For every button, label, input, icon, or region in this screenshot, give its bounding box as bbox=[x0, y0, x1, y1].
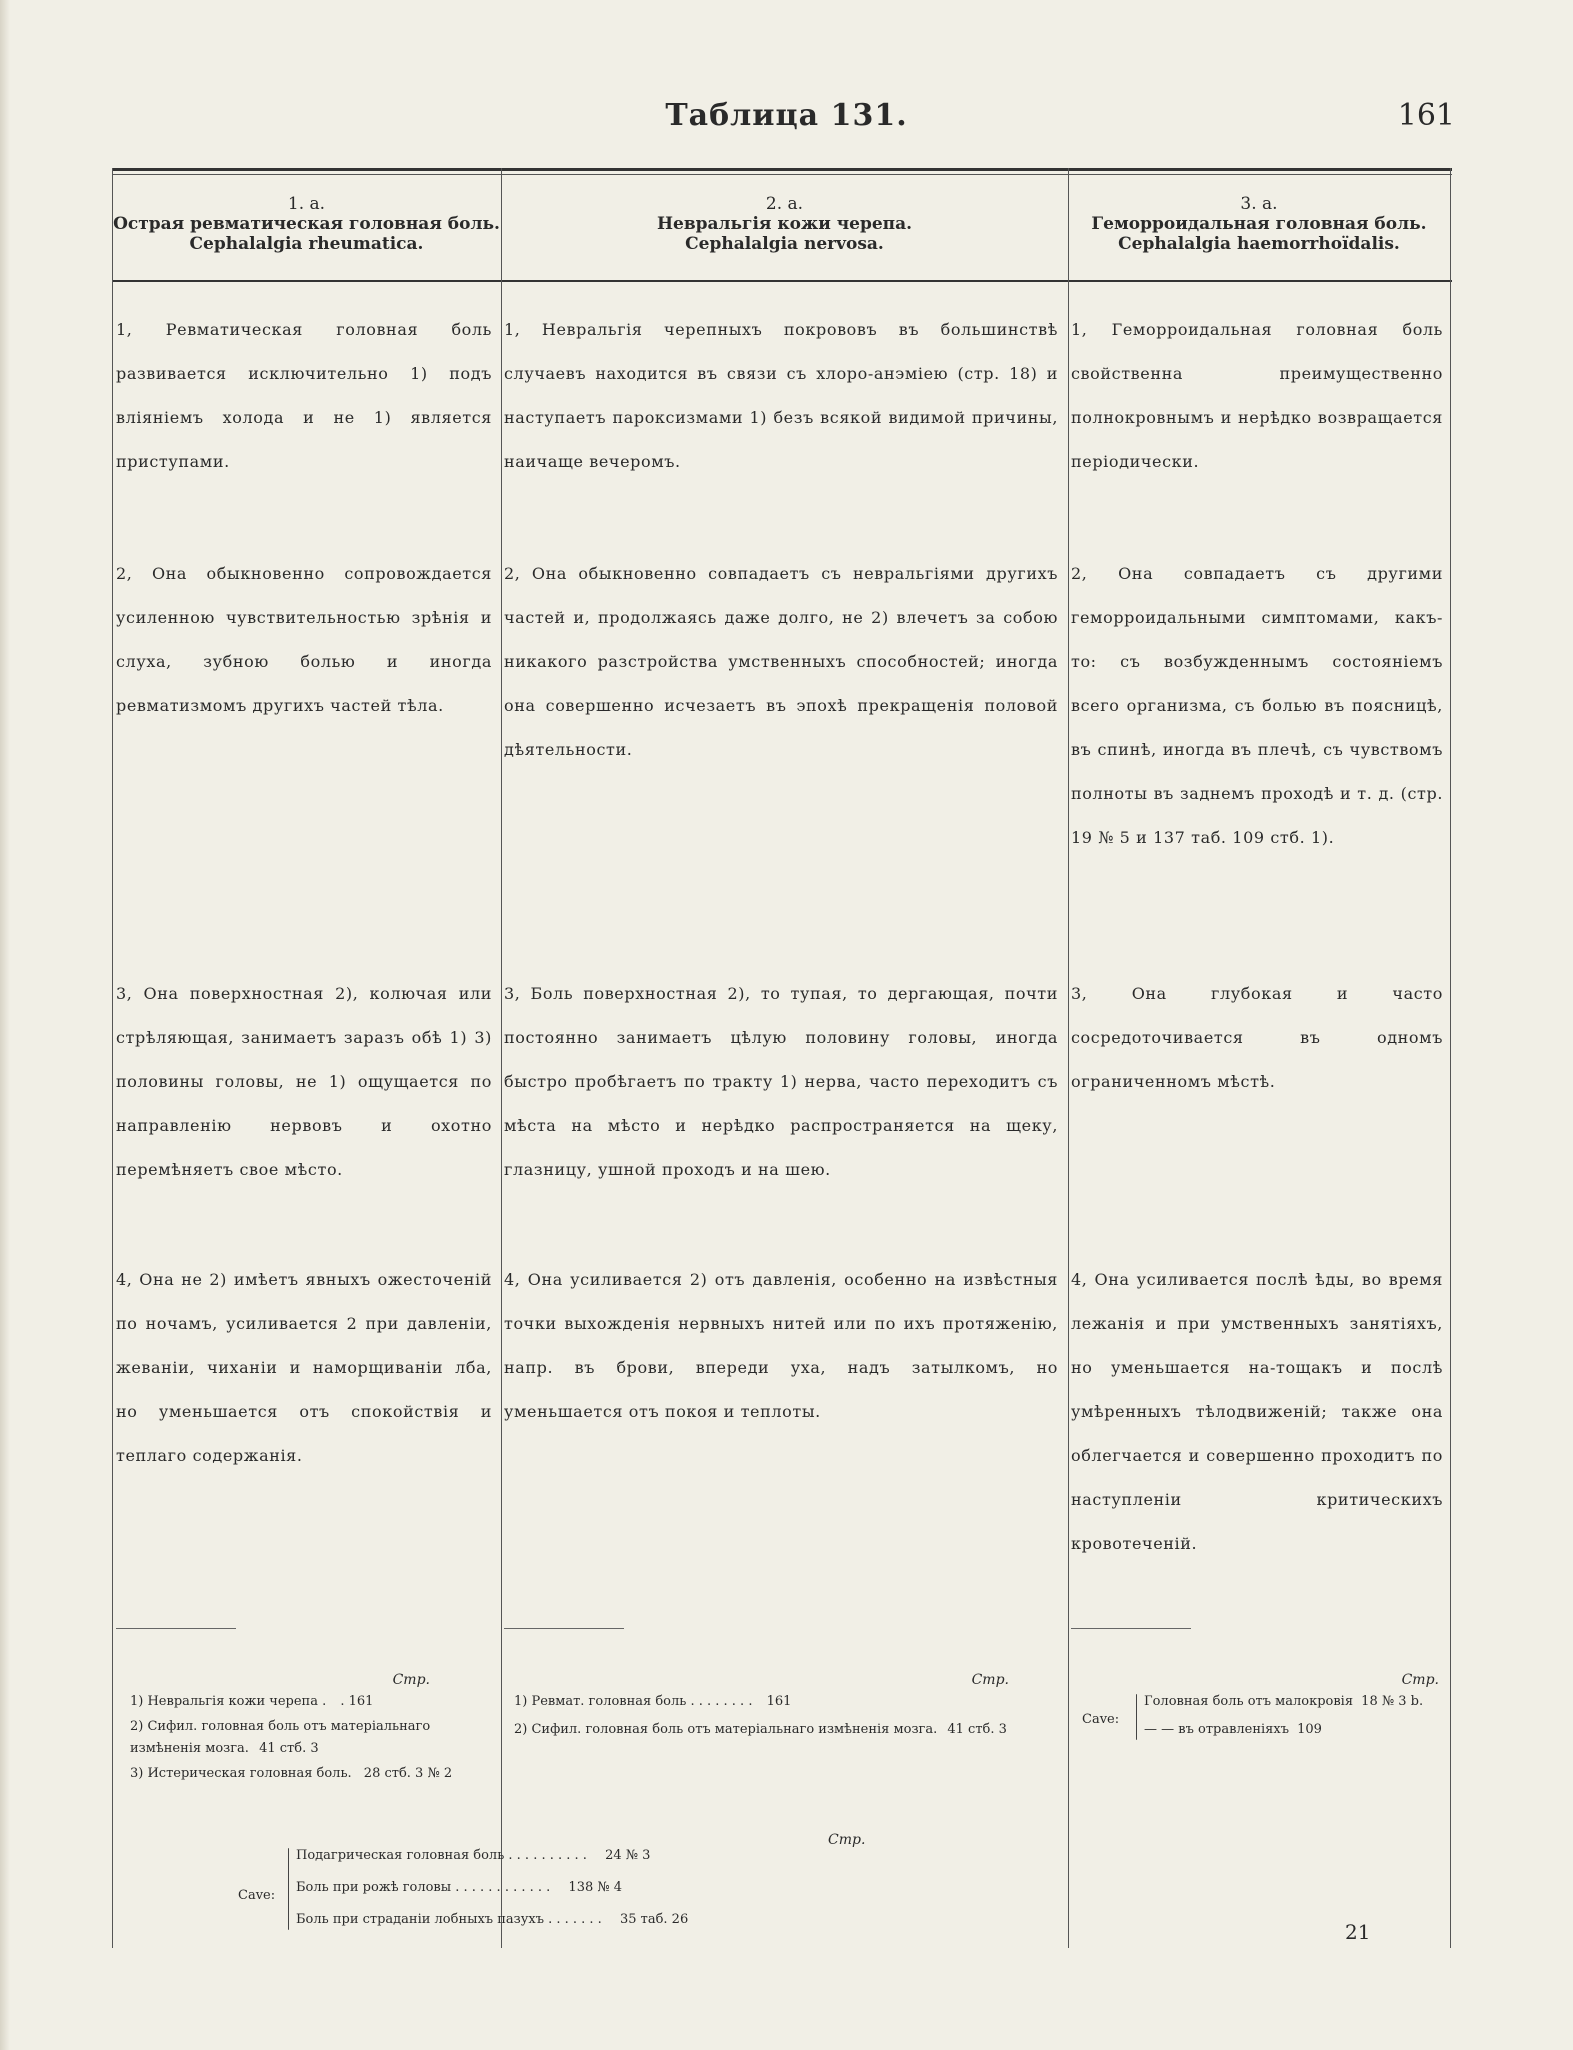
footnote-item bbox=[514, 1716, 1059, 1744]
cave-item bbox=[296, 1912, 688, 1927]
footnote-ref: 161 bbox=[766, 1694, 792, 1709]
footnote-item bbox=[130, 1716, 490, 1760]
footnote-item bbox=[130, 1688, 490, 1716]
table-cell: 3, Она поверхностная 2), колючая или стрѣляющая, занимаетъ заразъ обѣ 1) 3) половины головы, не 1) ощущается по направленію нервовъ и охотно перемѣняетъ свое мѣсто. bbox=[116, 984, 492, 1179]
table-cell: 1, Ревматическая головная боль развивается исключительно 1) подъ вліяніемъ холода и не 1) является приступами. bbox=[116, 320, 492, 471]
footnote-rule bbox=[504, 1628, 624, 1629]
footnote-ref: 41 стб. 3 bbox=[947, 1722, 1007, 1737]
footnote-text: 2) Сифил. головная боль отъ матеріальнаго измѣненія мозга. bbox=[130, 1719, 431, 1756]
top-rule-thin bbox=[112, 174, 1452, 175]
column-divider bbox=[112, 168, 113, 1948]
stp-label: Стр. bbox=[1401, 1672, 1439, 1688]
cave-text: Подагрическая головная боль . . . . . . . . . . bbox=[296, 1848, 587, 1863]
footnote-ref: . 161 bbox=[340, 1694, 374, 1709]
column-header-3 bbox=[1068, 194, 1450, 254]
brace bbox=[288, 1848, 289, 1930]
footnote-ref: 28 стб. 3 № 2 bbox=[363, 1766, 453, 1781]
footnote-text: 1) Ревмат. головная боль . . . . . . . . bbox=[514, 1694, 753, 1709]
cave-item bbox=[296, 1848, 650, 1863]
table-cell: 1, Геморроидальная головная боль свойственна преимущественно полнокровнымъ и нерѣдко возвращается періодически. bbox=[1071, 320, 1443, 471]
cave-text: — — въ отравленіяхъ bbox=[1144, 1722, 1289, 1737]
cave-ref: 109 bbox=[1297, 1722, 1322, 1737]
cave-bottom bbox=[238, 1832, 938, 1942]
brace bbox=[1136, 1694, 1137, 1740]
stp-label: Стр. bbox=[392, 1672, 430, 1688]
table-cell: 2, Она обыкновенно сопровождается усиленною чувствительностью зрѣнія и слуха, зубною болью и иногда ревматизмомъ другихъ частей тѣла. bbox=[116, 564, 492, 715]
cave-text: Боль при рожѣ головы . . . . . . . . . . . . bbox=[296, 1880, 551, 1895]
footnotes-col1 bbox=[130, 1672, 490, 1788]
page-number: 161 bbox=[1397, 98, 1455, 133]
footnote-rule bbox=[1071, 1628, 1191, 1629]
column-title-lat: Cephalalgia nervosa. bbox=[685, 234, 884, 254]
footnotes-col2 bbox=[514, 1672, 1059, 1744]
column-title-ru: Острая ревматическая головная боль. bbox=[113, 214, 500, 234]
cave-ref: 24 № 3 bbox=[605, 1848, 651, 1863]
cave-item bbox=[296, 1880, 622, 1895]
column-divider bbox=[501, 168, 502, 1948]
page-edge bbox=[0, 0, 10, 2050]
cave-col3 bbox=[1082, 1672, 1447, 1762]
top-rule bbox=[112, 168, 1452, 171]
cave-item bbox=[1144, 1722, 1322, 1737]
footnote-text: 3) Истерическая головная боль. bbox=[130, 1766, 352, 1781]
header-rule bbox=[112, 280, 1452, 282]
column-title-ru: Геморроидальная головная боль. bbox=[1091, 214, 1427, 234]
cave-label: Cave: bbox=[238, 1888, 276, 1903]
table-cell: 1, Невральгія черепныхъ покрововъ въ большинствѣ случаевъ находится въ связи съ хлоро-анэміею (стр. 18) и наступаетъ пароксизмами 1) безъ всякой видимой причины, наичаще вечеромъ. bbox=[504, 320, 1058, 471]
signature-mark: 21 bbox=[1345, 1920, 1371, 1944]
table-cell: 2, Она обыкновенно совпадаетъ съ невральгіями другихъ частей и, продолжаясь даже долго, не 2) влечетъ за собою никакого разстройства умственныхъ способностей; иногда она совершенно исчезаетъ въ эпохѣ прекращенія половой дѣятельности. bbox=[504, 564, 1058, 759]
cave-ref: 35 таб. 26 bbox=[619, 1912, 689, 1927]
column-divider bbox=[1450, 168, 1451, 1948]
cave-label: Cave: bbox=[1082, 1712, 1120, 1727]
stp-label: Стр. bbox=[828, 1832, 866, 1848]
cave-ref: 18 № 3 b. bbox=[1361, 1694, 1424, 1709]
column-header-2 bbox=[501, 194, 1068, 254]
table-cell: 4, Она усиливается послѣ ѣды, во время лежанія и при умственныхъ занятіяхъ, но уменьшается на-тощакъ и послѣ умѣренныхъ тѣлодвиженій; также она облегчается и совершенно проходитъ по наступленіи критическихъ кровотеченій. bbox=[1071, 1270, 1443, 1553]
footnote-ref: 41 стб. 3 bbox=[259, 1741, 319, 1756]
stp-label: Стр. bbox=[971, 1672, 1009, 1688]
cave-text: Головная боль отъ малокровія bbox=[1144, 1694, 1354, 1709]
table-frame bbox=[112, 168, 1452, 1948]
footnote-item bbox=[514, 1688, 1059, 1716]
cave-text: Боль при страданіи лобныхъ пазухъ . . . . . . . bbox=[296, 1912, 602, 1927]
footnote-text: 1) Невральгія кожи черепа . bbox=[130, 1694, 327, 1709]
column-number: 2. а. bbox=[765, 194, 804, 214]
table-cell: 4, Она усиливается 2) отъ давленія, особенно на извѣстныя точки выхожденія нервныхъ нитей или по ихъ протяженію, напр. въ брови, впереди уха, надъ затылкомъ, но уменьшается отъ покоя и теплоты. bbox=[504, 1270, 1058, 1421]
table-cell: 3, Она глубокая и часто сосредоточивается въ одномъ ограниченномъ мѣстѣ. bbox=[1071, 984, 1443, 1091]
cave-ref: 138 № 4 bbox=[568, 1880, 623, 1895]
column-header-1 bbox=[112, 194, 501, 254]
footnote-text: 2) Сифил. головная боль отъ матеріальнаго измѣненія мозга. bbox=[514, 1722, 938, 1737]
table-cell: 2, Она совпадаетъ съ другими геморроидальными симптомами, какъ-то: съ возбужденнымъ состояніемъ всего организма, съ болью въ поясницѣ, въ спинѣ, иногда въ плечѣ, съ чувствомъ полноты въ заднемъ проходѣ и т. д. (стр. 19 № 5 и 137 таб. 109 стб. 1). bbox=[1071, 564, 1443, 847]
cave-item bbox=[1144, 1694, 1423, 1709]
table-cell: 3, Боль поверхностная 2), то тупая, то дергающая, почти постоянно занимаетъ цѣлую половину головы, иногда быстро пробѣгаетъ по тракту 1) нерва, часто переходитъ съ мѣста на мѣсто и нерѣдко распространяется на щеку, глазницу, ушной проходъ и на шею. bbox=[504, 984, 1058, 1179]
table-cell: 4, Она не 2) имѣетъ явныхъ ожесточеній по ночамъ, усиливается 2 при давленіи, жеваніи, чиханіи и наморщиваніи лба, но уменьшается отъ спокойствія и теплаго содержанія. bbox=[116, 1270, 492, 1465]
footnote-item bbox=[130, 1760, 490, 1788]
column-title-ru: Невральгія кожи черепа. bbox=[656, 214, 913, 234]
footnote-rule bbox=[116, 1628, 236, 1629]
column-title-lat: Cephalalgia haemorrhoïdalis. bbox=[1118, 234, 1400, 254]
column-number: 3. а. bbox=[1240, 194, 1278, 214]
column-divider bbox=[1068, 168, 1069, 1948]
page-title: Таблица 131. bbox=[665, 98, 908, 133]
column-title-lat: Cephalalgia rheumatica. bbox=[189, 234, 424, 254]
column-number: 1. а. bbox=[287, 194, 326, 214]
